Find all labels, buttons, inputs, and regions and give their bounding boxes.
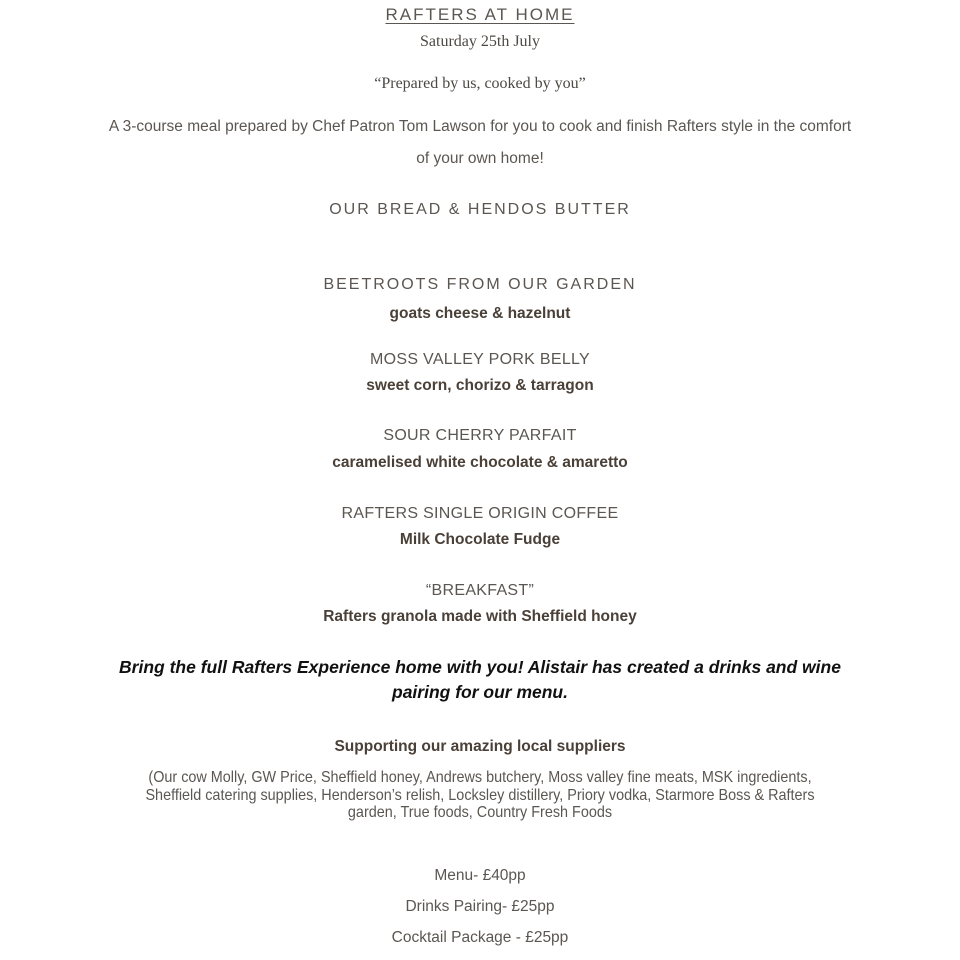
- title-text: RAFTERS AT HOME: [385, 5, 575, 24]
- course-description: Milk Chocolate Fudge: [399, 531, 561, 548]
- intro-line-2: of your own home!: [416, 150, 544, 167]
- course-name: “BREAKFAST”: [425, 582, 535, 599]
- course-description: caramelised white chocolate & amaretto: [332, 454, 628, 471]
- course-name: MOSS VALLEY PORK BELLY: [369, 351, 591, 368]
- course-description: goats cheese & hazelnut: [389, 305, 571, 322]
- tagline: “Prepared by us, cooked by you”: [374, 75, 586, 92]
- suppliers-heading: Supporting our amazing local suppliers: [334, 738, 626, 755]
- page-title: [0, 5, 960, 25]
- course-name: RAFTERS SINGLE ORIGIN COFFEE: [341, 505, 619, 522]
- suppliers-list: (Our cow Molly, GW Price, Sheffield honey, Andrews butchery, Moss valley fine meats, MSK ingredients, Sheffield catering supplies, Henderson’s relish, Locksley distillery, Priory vodka, Starmore Boss & Rafters garden, True foods, Country Fresh Foods: [145, 769, 815, 821]
- course-description: sweet corn, chorizo & tarragon: [366, 377, 594, 394]
- course-name: BEETROOTS FROM OUR GARDEN: [323, 276, 637, 293]
- pairing-line-2: pairing for our menu.: [392, 682, 568, 702]
- intro-line-1: A 3-course meal prepared by Chef Patron Tom Lawson for you to cook and finish Rafters style in the comfort: [108, 118, 852, 135]
- bread-heading: OUR BREAD & HENDOS BUTTER: [329, 201, 631, 218]
- price-drinks-pairing: Drinks Pairing- £25pp: [405, 898, 555, 915]
- course-name: SOUR CHERRY PARFAIT: [383, 427, 577, 444]
- event-date: Saturday 25th July: [420, 33, 540, 50]
- course-description: Rafters granola made with Sheffield honey: [323, 608, 637, 625]
- price-menu: Menu- £40pp: [434, 867, 526, 884]
- pairing-line-1: Bring the full Rafters Experience home with you! Alistair has created a drinks and wine: [119, 657, 841, 677]
- price-cocktail-package: Cocktail Package - £25pp: [391, 929, 569, 946]
